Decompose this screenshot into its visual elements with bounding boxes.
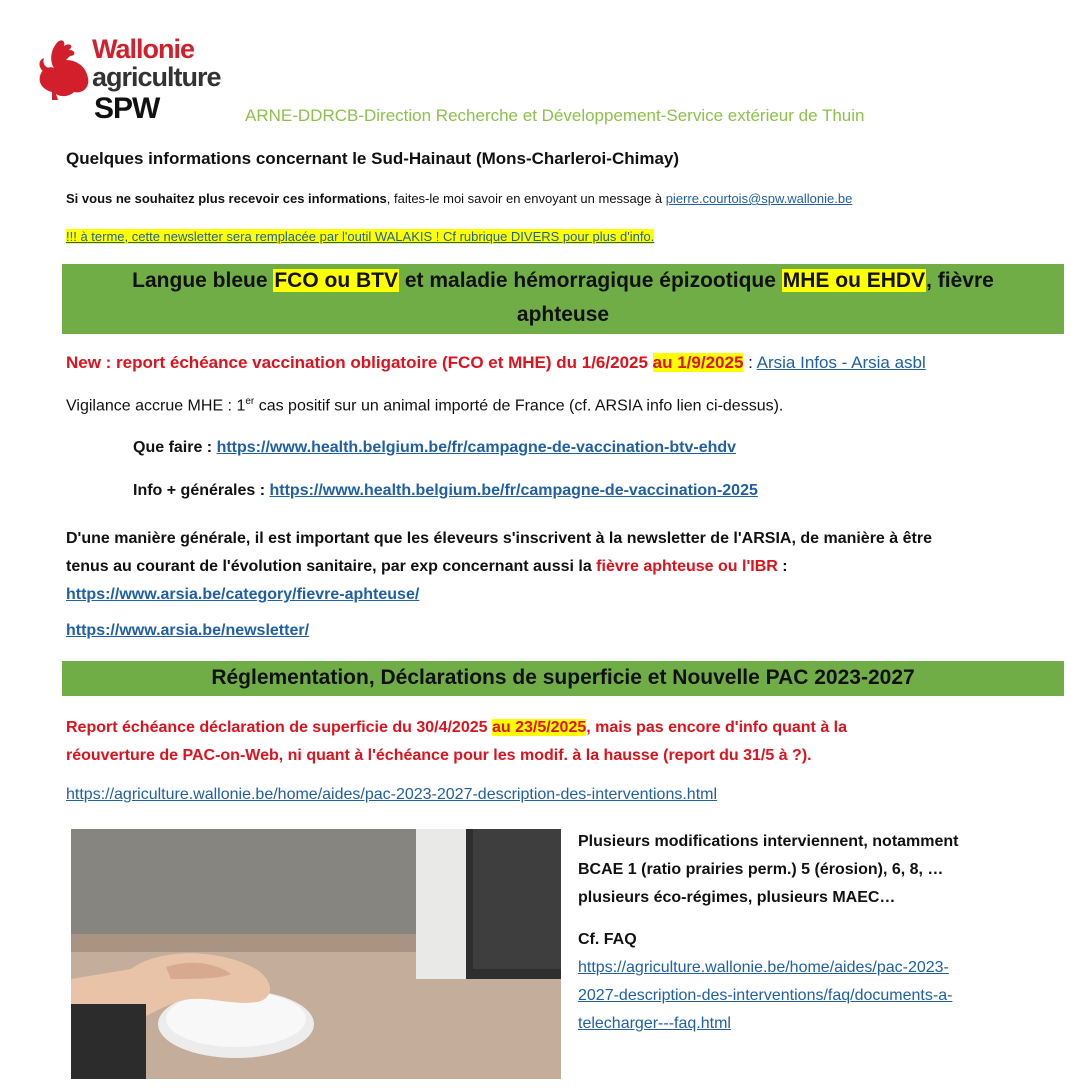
fievre-aphteuse-link[interactable]: https://www.arsia.be/category/fievre-aphteuse/	[66, 586, 420, 603]
unsubscribe-bold: Si vous ne souhaitez plus recevoir ces informations	[66, 191, 387, 206]
superficie-report-paragraph	[66, 714, 1066, 770]
que-faire-line	[133, 439, 736, 457]
photo-illustration	[71, 829, 561, 1079]
modifications-line2: BCAE 1 (ratio prairies perm.) 5 (érosion), 6, 8, …	[578, 861, 944, 878]
banner1-line2: aphteuse	[516, 303, 610, 326]
banner1-highlight-fco: FCO ou BTV	[274, 269, 399, 292]
logo-agriculture-text: agriculture	[92, 62, 221, 92]
unsubscribe-line	[66, 191, 852, 206]
general-line2-text: tenus au courant de l'évolution sanitaire, par exp concernant aussi la	[66, 558, 597, 575]
pac-link-line	[66, 786, 717, 804]
faq-block	[578, 926, 952, 1038]
logo-wallonie-text: Wallonie	[92, 34, 195, 64]
general-paragraph	[66, 525, 1066, 609]
arsia-newsletter-link[interactable]: https://www.arsia.be/newsletter/	[66, 622, 310, 639]
section-banner-bluetongue	[62, 264, 1064, 334]
general-line2-end: :	[777, 558, 788, 575]
computer-mouse-photo	[71, 829, 561, 1079]
vaccination-report-date: au 1/9/2025	[652, 353, 744, 372]
vigilance-line	[66, 396, 783, 415]
vigilance-text-a: Vigilance accrue MHE : 1	[66, 397, 246, 415]
email-link[interactable]: pierre.courtois@spw.wallonie.be	[665, 191, 853, 206]
logo-spw-text: SPW	[94, 92, 160, 125]
banner1-text-b: et maladie hémorragique épizootique	[399, 269, 782, 292]
vaccination-report-line	[66, 353, 926, 373]
superficie-report-date: au 23/5/2025	[491, 719, 587, 736]
superficie-report-text-end: , mais pas encore d'info quant à la	[586, 719, 848, 736]
modifications-line3: plusieurs éco-régimes, plusieurs MAEC…	[578, 889, 896, 906]
vaccination-report-text: New : report échéance vaccination obligatoire (FCO et MHE) du 1/6/2025	[66, 353, 653, 372]
walakis-notice	[66, 229, 654, 244]
que-faire-label: Que faire :	[133, 439, 217, 456]
faq-label: Cf. FAQ	[578, 931, 637, 948]
que-faire-link[interactable]: https://www.health.belgium.be/fr/campagne-de-vaccination-btv-ehdv	[216, 439, 737, 456]
walakis-notice-link[interactable]: !!! à terme, cette newsletter sera remplacée par l'outil WALAKIS ! Cf rubrique DIVERS pour plus d'info.	[66, 229, 655, 244]
rooster-icon	[36, 38, 92, 100]
faq-link-part2[interactable]: 2027-description-des-interventions/faq/documents-a-	[578, 987, 953, 1004]
general-line2-red: fièvre aphteuse ou l'IBR	[596, 558, 778, 575]
modifications-line1: Plusieurs modifications interviennent, notamment	[578, 833, 959, 850]
superficie-report-text: Report échéance déclaration de superficie du 30/4/2025	[66, 719, 492, 736]
separator-text: :	[743, 353, 757, 372]
faq-link-part3[interactable]: telecharger---faq.html	[578, 1015, 731, 1032]
banner1-highlight-mhe: MHE ou EHDV	[782, 269, 926, 292]
newsletter-link-line	[66, 622, 309, 640]
info-generales-link[interactable]: https://www.health.belgium.be/fr/campagne-de-vaccination-2025	[269, 482, 758, 499]
info-generales-label: Info + générales :	[133, 482, 270, 499]
faq-link-part1[interactable]: https://agriculture.wallonie.be/home/aides/pac-2023-	[578, 959, 949, 976]
general-line1: D'une manière générale, il est important que les éleveurs s'inscrivent à la newsletter de l'ARSIA, de manière à être	[66, 530, 932, 547]
arsia-infos-link[interactable]: Arsia Infos - Arsia asbl	[756, 353, 926, 372]
pac-interventions-link[interactable]: https://agriculture.wallonie.be/home/aides/pac-2023-2027-description-des-interventions.html	[66, 786, 718, 803]
vigilance-superscript: er	[245, 396, 255, 407]
department-name: ARNE-DDRCB-Direction Recherche et Développement-Service extérieur de Thuin	[245, 106, 865, 125]
vigilance-text-b: cas positif sur un animal importé de France (cf. ARSIA info lien ci-dessus).	[254, 397, 784, 415]
banner1-text-a: Langue bleue	[132, 269, 274, 292]
info-generales-line	[133, 482, 758, 500]
section-banner-pac: Réglementation, Déclarations de superficie et Nouvelle PAC 2023-2027	[62, 661, 1064, 696]
modifications-paragraph	[578, 828, 959, 912]
banner1-text-c: , fièvre	[926, 269, 994, 292]
superficie-report-line2: réouverture de PAC-on-Web, ni quant à l'échéance pour les modif. à la hausse (report du 31/5 à ?).	[66, 747, 812, 764]
intro-title: Quelques informations concernant le Sud-Hainaut (Mons-Charleroi-Chimay)	[66, 149, 680, 168]
general-line2	[66, 553, 1066, 581]
unsubscribe-rest: , faites-le moi savoir en envoyant un message à	[386, 191, 666, 206]
wallonie-agriculture-logo	[36, 34, 256, 130]
